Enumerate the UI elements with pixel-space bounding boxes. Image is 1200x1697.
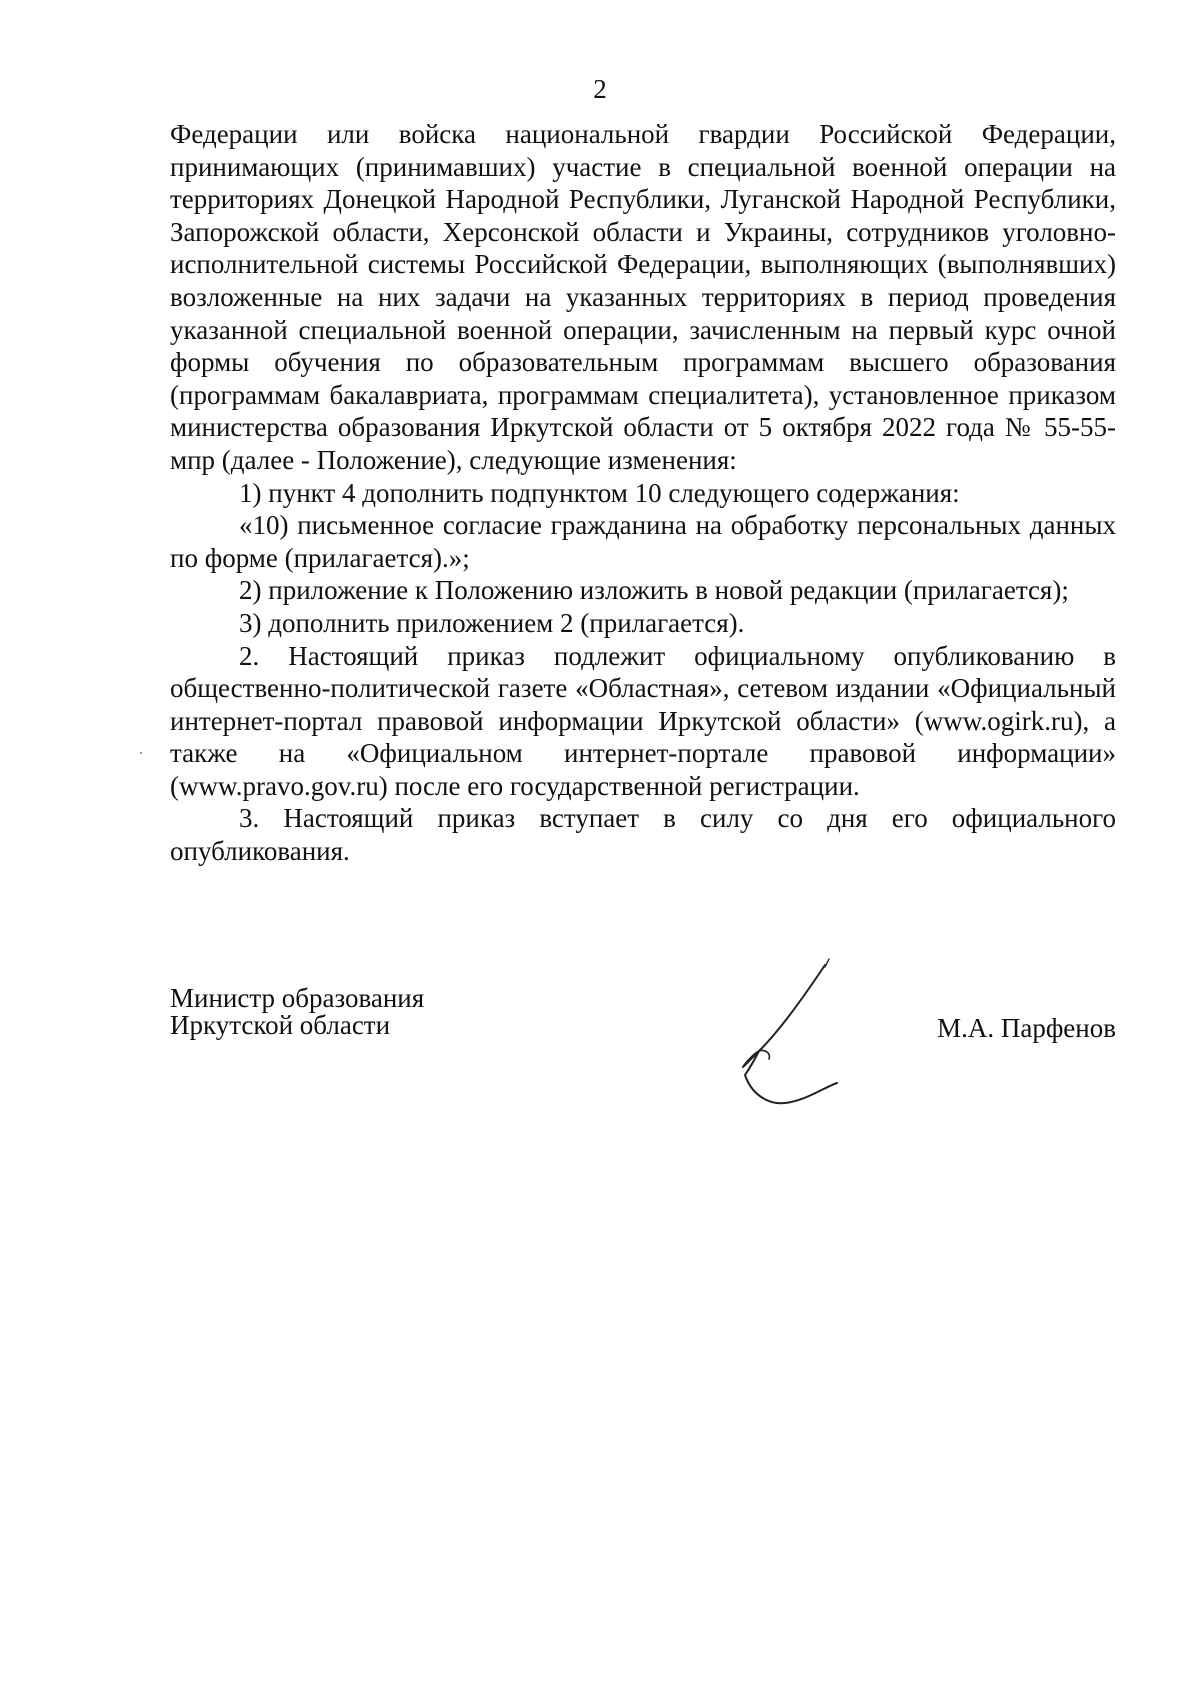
scan-speck bbox=[140, 752, 142, 754]
signer-title bbox=[170, 985, 424, 1039]
paragraph-effective-date: 3. Настоящий приказ вступает в силу со дня его официального опубликования. bbox=[170, 803, 1116, 867]
signer-title-line-1: Министр образования bbox=[170, 983, 425, 1013]
signer-title-line-2: Иркутской области bbox=[170, 1010, 391, 1040]
document-body bbox=[170, 118, 1116, 868]
paragraph-publication: 2. Настоящий приказ подлежит официальному опубликованию в общественно-политической газете «Областная», сетевом издании «Официальный интернет-портал правовой информации Иркутской области» (www.ogirk.ru), а также на «Официальном интернет-портале правовой информации» (www.pravo.gov.ru) после его государственной регистрации. bbox=[170, 640, 1116, 801]
paragraph-item-1: 1) пункт 4 дополнить подпунктом 10 следующего содержания: bbox=[239, 477, 960, 508]
paragraph-item-3: 3) дополнить приложением 2 (прилагается). bbox=[239, 607, 745, 638]
paragraph-subitem-10: «10) письменное согласие гражданина на обработку персональных данных по форме (прилагается).»; bbox=[170, 510, 1116, 573]
handwritten-signature-icon bbox=[685, 945, 865, 1125]
signer-name: М.А. Парфенов bbox=[937, 1013, 1116, 1043]
paragraph-continuation: Федерации или войска национальной гвардии Российской Федерации, принимающих (принимавших) участие в специальной военной операции на территориях Донецкой Народной Республики, Луганской Народной Республики, Запорожской области, Херсонской области и Украины, сотрудников уголовно-исполнительной системы Российской Федерации, выполняющих (выполнявших) возложенные на них задачи на указанных территориях в период проведения указанной специальной военной операции, зачисленным на первый курс очной формы обучения по образовательным программам высшего образования (программам бакалавриата, программам специалитета), установленное приказом министерства образования Иркутской области от 5 октября 2022 года № 55-55-мпр (далее - Положение), следующие изменения: bbox=[170, 119, 1116, 475]
paragraph-item-2: 2) приложение к Положению изложить в новой редакции (прилагается); bbox=[239, 575, 1069, 606]
page-number: 2 bbox=[593, 74, 607, 104]
signature-block bbox=[170, 985, 1116, 1115]
